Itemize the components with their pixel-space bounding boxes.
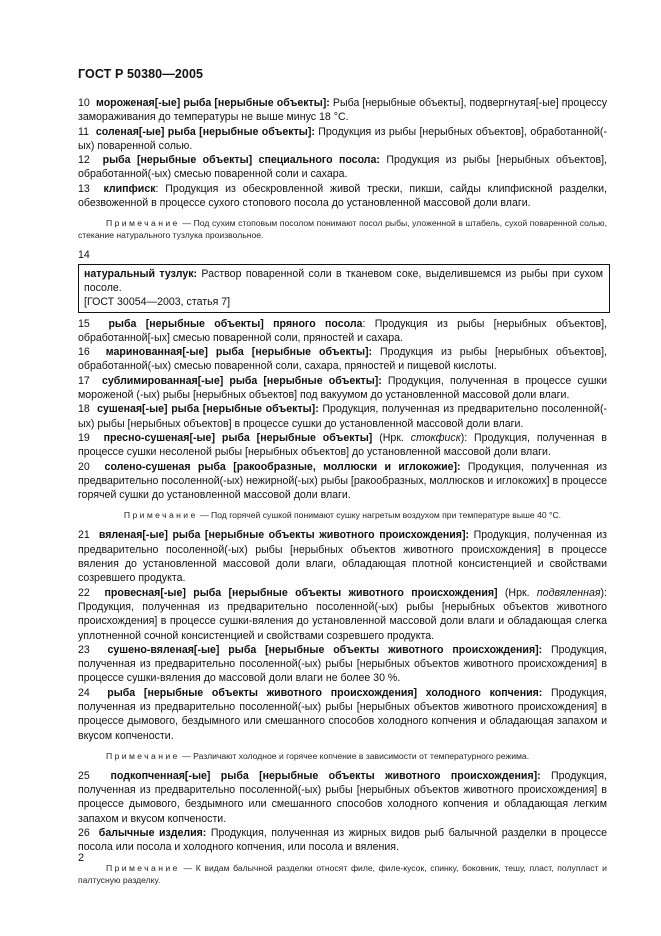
entry-term: натуральный тузлук: bbox=[84, 267, 198, 280]
term-entry bbox=[78, 769, 607, 826]
entry-definition: Раствор поваренной соли в тканевом соке, выделившемся из рыбы при сухом посоле. bbox=[84, 267, 603, 294]
entry-definition: Продукция из рыбы [нерыбных объектов], обработанной(-ых) смесью поваренной соли, сахара, пряностей и пищевой кислоты. bbox=[78, 346, 607, 373]
entry-deprecated-term: стокфиск bbox=[410, 431, 461, 444]
entry-definition-prefix: (Нрк. bbox=[497, 586, 537, 599]
entry-definition: Продукция, полученная из предварительно посоленной(-ых) нежирной(-ых) рыбы [ракообразных, моллюсков и иглокожих] в процессе горячей сушки до установленной массовой доли влаги. bbox=[78, 460, 607, 502]
entry-definition: Продукция, полученная из предварительно посоленной(-ых) рыбы [нерыбных объектов животного происхождения] в процессе вяления до установленной массовой доли влаги, обладающая плотной консистенцией и свойствами созревшего продукта. bbox=[78, 529, 607, 585]
entry-term: пресно-сушеная[-ые] рыба [нерыбные объекты] bbox=[103, 431, 373, 444]
entry-definition: : Продукция из рыбы [нерыбных объектов], обработанной[-ых] смесью поваренной соли, пряностей и сахара. bbox=[78, 317, 608, 344]
entry-definition: ): Продукция, полученная из предварительно посоленной(-ых) рыбы [нерыбных объектов животного происхождения] в процессе сушки-вяления до установленной массовой доли влаги и обладающая слегка уплотненной сочной консистенцией и свойствами созревшего продукта. bbox=[78, 586, 607, 642]
entry-number: 19 bbox=[78, 431, 90, 444]
entry-number: 17 bbox=[78, 374, 90, 387]
term-entry bbox=[78, 643, 607, 686]
entry-definition-prefix: (Нрк. bbox=[372, 431, 411, 444]
entry-definition: Продукция, полученная из предварительно посоленной(-ых) рыбы [нерыбных объектов животного происхождения] в процессе сушки-вяления до массовой доли влаги не более 30 %. bbox=[78, 643, 607, 685]
entry-definition: Продукция, полученная из предварительно посоленной(-ых) рыбы [нерыбных объектов] в процессе сушки до установленной массовой доли влаги. bbox=[78, 403, 607, 430]
entry-number: 16 bbox=[78, 346, 90, 359]
entry-number: 14 bbox=[78, 249, 90, 262]
entry-term: сублимированная[-ые] рыба [нерыбные объекты]: bbox=[102, 374, 382, 387]
entry-number: 24 bbox=[78, 686, 90, 699]
entry-term: маринованная[-ые] рыба [нерыбные объекты]: bbox=[105, 346, 373, 359]
entry-definition: : Продукция из обескровленной живой трески, пикши, сайды клипфискной разделки, обезвоженной в процессе сухого стопового посола до установленной массовой доли влаги. bbox=[78, 182, 607, 210]
entry-term: сушеная[-ые] рыба [нерыбные объекты]: bbox=[97, 403, 319, 416]
term-entry bbox=[78, 153, 607, 182]
term-entry bbox=[78, 431, 607, 460]
entry-term: клипфиск bbox=[103, 182, 156, 195]
term-entry bbox=[78, 374, 607, 403]
entry-number: 18 bbox=[78, 403, 90, 416]
note-text: — Под сухим стоповым посолом понимают посол рыбы, уложенной в штабель, сухой поваренной солью, стекание натурального тузлука произвольное. bbox=[78, 218, 607, 241]
note-text: — Различают холодное и горячее копчение в зависимости от температурного режима. bbox=[182, 750, 530, 761]
note-label: Примечание bbox=[106, 862, 180, 873]
document-header: ГОСТ Р 50380—2005 bbox=[78, 67, 204, 81]
term-entry bbox=[78, 345, 607, 374]
entry-reference: [ГОСТ 30054—2003, статья 7] bbox=[84, 296, 231, 309]
entry-term: рыба [нерыбные объекты] пряного посола bbox=[108, 317, 363, 330]
entry-term: рыба [нерыбные объекты животного происхождения] холодного копчения: bbox=[107, 686, 543, 699]
entry-number: 12 bbox=[78, 154, 90, 167]
entry-number: 11 bbox=[78, 125, 89, 138]
entry-number: 22 bbox=[78, 586, 90, 599]
entry-term: балычные изделия: bbox=[98, 827, 207, 840]
note-text: — К видам балычной разделки относят филе, филе-кусок, спинку, боковник, тешу, пласт, полупласт и палтусную разделку. bbox=[78, 862, 607, 885]
note bbox=[78, 750, 607, 762]
term-entry bbox=[78, 96, 607, 125]
entry-number: 15 bbox=[78, 317, 90, 330]
entry-term: соленая[-ые] рыба [нерыбные объекты]: bbox=[95, 125, 315, 138]
term-entry bbox=[78, 317, 607, 346]
entry-term: вяленая[-ые] рыба [нерыбные объекты животного происхождения]: bbox=[98, 529, 470, 542]
term-entry bbox=[78, 826, 607, 855]
entry-number: 21 bbox=[78, 529, 90, 542]
note bbox=[78, 862, 607, 886]
entry-number: 23 bbox=[78, 643, 90, 656]
note-label: Примечание bbox=[123, 510, 198, 521]
entry-term: рыба [нерыбные объекты] специального посола: bbox=[102, 154, 380, 167]
entry-definition: Продукция, полученная из предварительно посоленной(-ых) рыбы [нерыбных объектов животного происхождения] в процессе дымового, бездымного или смешанного способов холодного копчения и обладающая легким запахом и вкусом копчености. bbox=[78, 769, 607, 825]
entry-deprecated-term: подвяленная bbox=[536, 586, 601, 599]
term-entry bbox=[78, 460, 607, 503]
note bbox=[78, 217, 607, 241]
entry-definition: Продукция, полученная из предварительно посоленной(-ых) рыбы [нерыбных объектов животного происхождения] в процессе дымового, бездымного или смешанного способов холодного копчения и обладающая запахом и вкусом копчености. bbox=[78, 686, 607, 742]
entry-term: подкопченная[-ые] рыба [нерыбные объекты животного происхождения]: bbox=[110, 769, 541, 782]
entry-definition: ): Продукция, полученная в процессе сушки несоленой рыбы [нерыбных объектов] до установленной массовой доли влаги. bbox=[78, 431, 607, 459]
note-label: Примечание bbox=[106, 218, 180, 229]
entry-term: мороженая[-ые] рыба [нерыбные объекты]: bbox=[96, 97, 330, 109]
boxed-term-entry bbox=[78, 264, 610, 313]
entry-definition: Продукция, полученная в процессе сушки мороженой (-ых) рыбы [нерыбных объектов] под вакуумом до установленной массовой доли влаги. bbox=[78, 374, 607, 402]
term-entry bbox=[78, 125, 607, 154]
entry-term: сушено-вяленая[-ые] рыба [нерыбные объекты животного происхождения]: bbox=[107, 643, 543, 656]
entry-number: 20 bbox=[78, 460, 90, 473]
entry-term: провесная[-ые] рыба [нерыбные объекты животного происхождения] bbox=[104, 586, 498, 599]
note-label: Примечание bbox=[106, 750, 180, 761]
term-entry bbox=[78, 686, 607, 743]
term-entry bbox=[78, 402, 607, 431]
page-number: 2 bbox=[78, 852, 85, 864]
entry-definition: Рыба [нерыбные объекты], подвергнутая[-ые] процессу замораживания до температуры не выше минус 18 °С. bbox=[78, 97, 608, 124]
entry-definition: Продукция из рыбы [нерыбных объектов], обработанной(-ых) смесью поваренной соли и сахара. bbox=[78, 154, 607, 181]
term-entry bbox=[78, 586, 607, 643]
document-content bbox=[78, 96, 607, 893]
entry-definition: Продукция из рыбы [нерыбных объектов], обработанной(-ых) поваренной солью. bbox=[78, 125, 607, 152]
note-text: — Под горячей сушкой понимают сушку нагретым воздухом при температуре выше 40 °С. bbox=[200, 510, 562, 521]
entry-number: 13 bbox=[78, 182, 90, 195]
term-entry bbox=[78, 528, 607, 585]
entry-number: 10 bbox=[78, 97, 90, 109]
entry-number: 26 bbox=[78, 827, 90, 840]
note bbox=[78, 509, 607, 521]
entry-number: 25 bbox=[78, 769, 90, 782]
entry-definition: Продукция, полученная из жирных видов рыб балычной разделки в процессе посола или посола и холодного копчения, или посола и вяления. bbox=[78, 827, 607, 854]
term-entry bbox=[78, 182, 607, 211]
entry-term: солено-сушеная рыба [ракообразные, моллюски и иглокожие]: bbox=[104, 460, 461, 473]
